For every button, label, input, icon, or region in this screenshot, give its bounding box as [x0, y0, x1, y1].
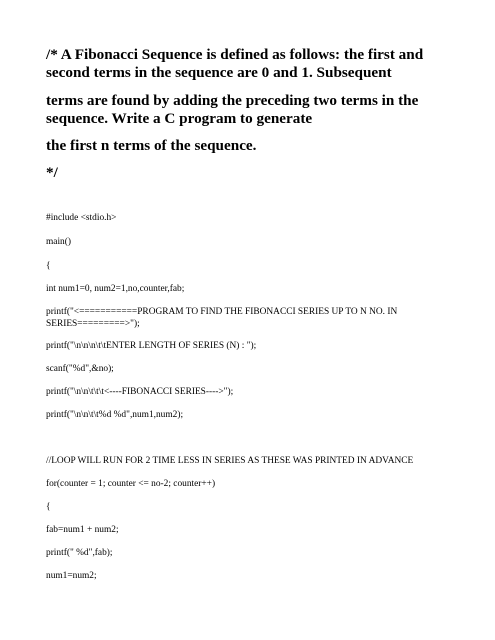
code-num1-assign: num1=num2;	[46, 571, 97, 581]
code-printf-4: printf("\n\n\t\t%d %d",num1,num2);	[46, 410, 184, 420]
heading-line-3: terms are found by adding the preceding two terms in the	[46, 92, 419, 109]
code-open-brace: {	[46, 261, 51, 271]
heading-line-2: second terms in the sequence are 0 and 1. Subsequent	[46, 64, 392, 81]
heading-line-1: /* A Fibonacci Sequence is defined as follows: the first and	[46, 46, 424, 63]
code-comment: //LOOP WILL RUN FOR 2 TIME LESS IN SERIES AS THESE WAS PRINTED IN ADVANCE	[46, 456, 414, 466]
heading-line-5: the first n terms of the sequence.	[46, 137, 257, 154]
code-declaration: int num1=0, num2=1,no,counter,fab;	[46, 284, 185, 294]
code-for-loop: for(counter = 1; counter <= no-2; counter++)	[46, 479, 216, 489]
code-printf-5: printf(" %d",fab);	[46, 548, 113, 558]
code-printf-1b: SERIES=========>");	[46, 319, 140, 329]
heading-line-6: */	[46, 164, 58, 181]
code-include: #include <stdio.h>	[46, 213, 117, 223]
code-main: main()	[46, 237, 71, 247]
heading-line-4: sequence. Write a C program to generate	[46, 110, 313, 127]
code-printf-3: printf("\n\n\t\t\t<----FIBONACCI SERIES---->");	[46, 387, 234, 397]
code-open-brace-2: {	[46, 502, 51, 512]
code-printf-2: printf("\n\n\n\t\tENTER LENGTH OF SERIES (N) : ");	[46, 341, 257, 351]
code-scanf: scanf("%d",&no);	[46, 364, 114, 374]
code-printf-1a: printf("<===========PROGRAM TO FIND THE FIBONACCI SERIES UP TO N NO. IN	[46, 307, 398, 317]
code-fab-assign: fab=num1 + num2;	[46, 525, 119, 535]
